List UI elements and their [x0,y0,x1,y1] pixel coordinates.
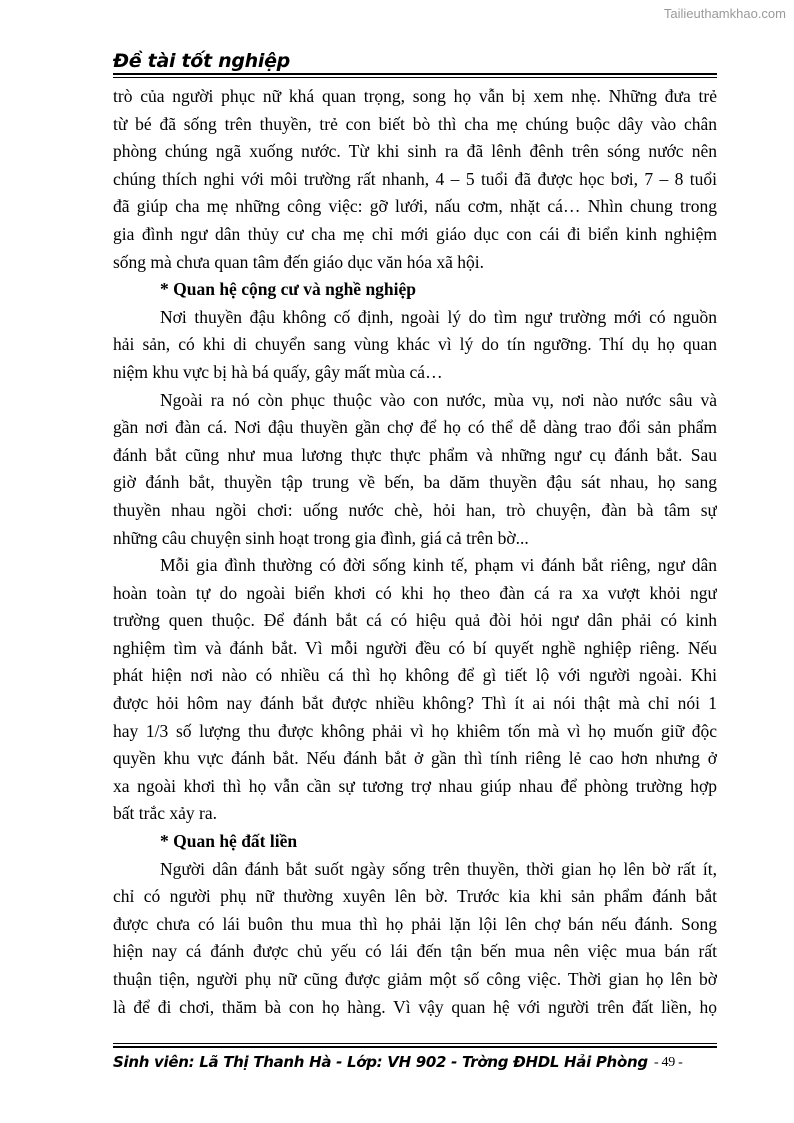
body-line: phòng chúng ngã xuống nước. Từ khi sinh ra đã lênh đênh trên sóng nước nên [113,141,717,162]
section-heading-community: * Quan hệ cộng cư và nghề nghiệp [160,279,417,300]
document-body [113,83,717,1021]
body-line: giờ đánh bắt, thuyền tập trung về bến, ba dăm thuyền đậu sát nhau, họ sang [113,472,717,493]
body-line: gia đình ngư dân thủy cư cha mẹ chỉ mới giáo dục con cái đi biển kinh nghiệm [113,223,717,244]
body-line: phát hiện nơi nào có nhiều cá thì họ không để gì tiết lộ với người ngoài. Khi [113,665,717,686]
body-line: Ngoài ra nó còn phục thuộc vào con nước, mùa vụ, nơi nào nước sâu và [160,389,717,410]
page-header-title: Đề tài tốt nghiệp [113,50,290,72]
body-line: gần nơi đàn cá. Nơi đậu thuyền gần chợ để họ có thể dễ dàng trao đổi sản phẩm [113,417,717,438]
header-rule-thick [113,73,717,75]
body-line: đã giúp cha mẹ những công việc: gỡ lưới, nấu cơm, nhặt cá… Nhìn chung trong [113,196,717,217]
body-line: Mỗi gia đình thường có đời sống kinh tế, phạm vi đánh bắt riêng, ngư dân [160,555,717,576]
watermark-text: Tailieuthamkhao.com [663,6,786,21]
body-line: được hỏi hôm nay đánh bắt được nhiều không? Thì ít ai nói thật mà chỉ nói 1 [113,693,717,714]
body-line: hiện nay cá đánh được chủ yếu có lái đến tận bến mua nên việc mua bán rất [113,941,717,962]
body-line: hay 1/3 số lượng thu được không phải vì họ khiêm tốn mà vì họ muốn giữ độc [113,720,717,741]
body-line: hải sản, có khi di chuyển sang vùng khác vì lý do tín ngưỡng. Thí dụ họ quan [113,334,717,355]
body-line: thuận tiện, người phụ nữ cũng được giảm một số công việc. Thời gian họ lên bờ [113,969,717,989]
body-line: Người dân đánh bắt suốt ngày sống trên thuyền, thời gian họ lên bờ rất ít, [160,858,717,879]
body-line: chúng thích nghi với môi trường rất nhanh, 4 – 5 tuổi đã được học bơi, 7 – 8 tuổi [113,168,717,189]
body-line: từ bé đã sống trên thuyền, trẻ con biết bò thì cha mẹ chúng buộc dây vào chân [113,113,717,134]
section-heading-mainland: * Quan hệ đất liền [160,831,298,852]
footer-rule-thin [113,1043,717,1044]
body-line: là để đi chơi, thăm bà con họ hàng. Vì vậy quan hệ với người trên đất liền, họ [113,996,717,1017]
footer-rule-thick [113,1046,717,1048]
body-line: được chưa có lái buôn thu mua thì họ phải lặn lội lên chợ bán nếu đánh. Song [113,913,717,934]
body-line: bất trắc xảy ra. [113,803,217,824]
page-number: - 49 - [654,1055,683,1070]
body-line: niệm khu vực bị hà bá quấy, gây mất mùa cá… [113,361,443,382]
body-line: chỉ có người phụ nữ thường xuyên lên bờ. Trước kia khi sản phẩm đánh bắt [113,886,717,907]
body-line: trò của người phục nữ khá quan trọng, song họ vẫn bị xem nhẹ. Những đưa trẻ [113,86,717,106]
body-line: đánh bắt cũng như mua lương thực thực phẩm và những ngư cụ đánh bắt. Sau [113,444,717,465]
body-line: thuyền nhau ngồi chơi: uống nước chè, hỏi han, trò chuyện, đàn bà tâm sự [113,499,717,520]
body-line: trường quen thuộc. Để đánh bắt cá có hiệu quả đòi hỏi ngư dân phải có kinh [113,610,717,631]
body-line: những câu chuyện sinh hoạt trong gia đình, giá cả trên bờ... [113,527,529,548]
footer-text: Sinh viên: Lã Thị Thanh Hà - Lớp: VH 902 - Trờng ĐHDL Hải Phòng [113,1053,648,1071]
body-line: sống mà chưa quan tâm đến giáo dục văn hóa xã hội. [113,251,485,272]
body-line: xa ngoài khơi thì họ vẫn cần sự tương trợ nhau giúp nhau để phòng trường hợp [113,775,717,796]
header-rule-thin [113,77,717,78]
body-line: hoàn toàn tự do ngoài biển khơi có khi họ theo đàn cá ra xa vượt khỏi ngư [113,582,717,603]
body-line: quyền khu vực đánh bắt. Nếu đánh bắt ở gần thì tính riêng lẻ cao hơn nhưng ở [113,748,717,769]
body-line: Nơi thuyền đậu không cố định, ngoài lý do tìm ngư trường mới có nguồn [160,306,717,327]
body-line: nghiệm tìm và đánh bắt. Vì mỗi người đều có bí quyết nghề nghiệp riêng. Nếu [113,637,717,658]
